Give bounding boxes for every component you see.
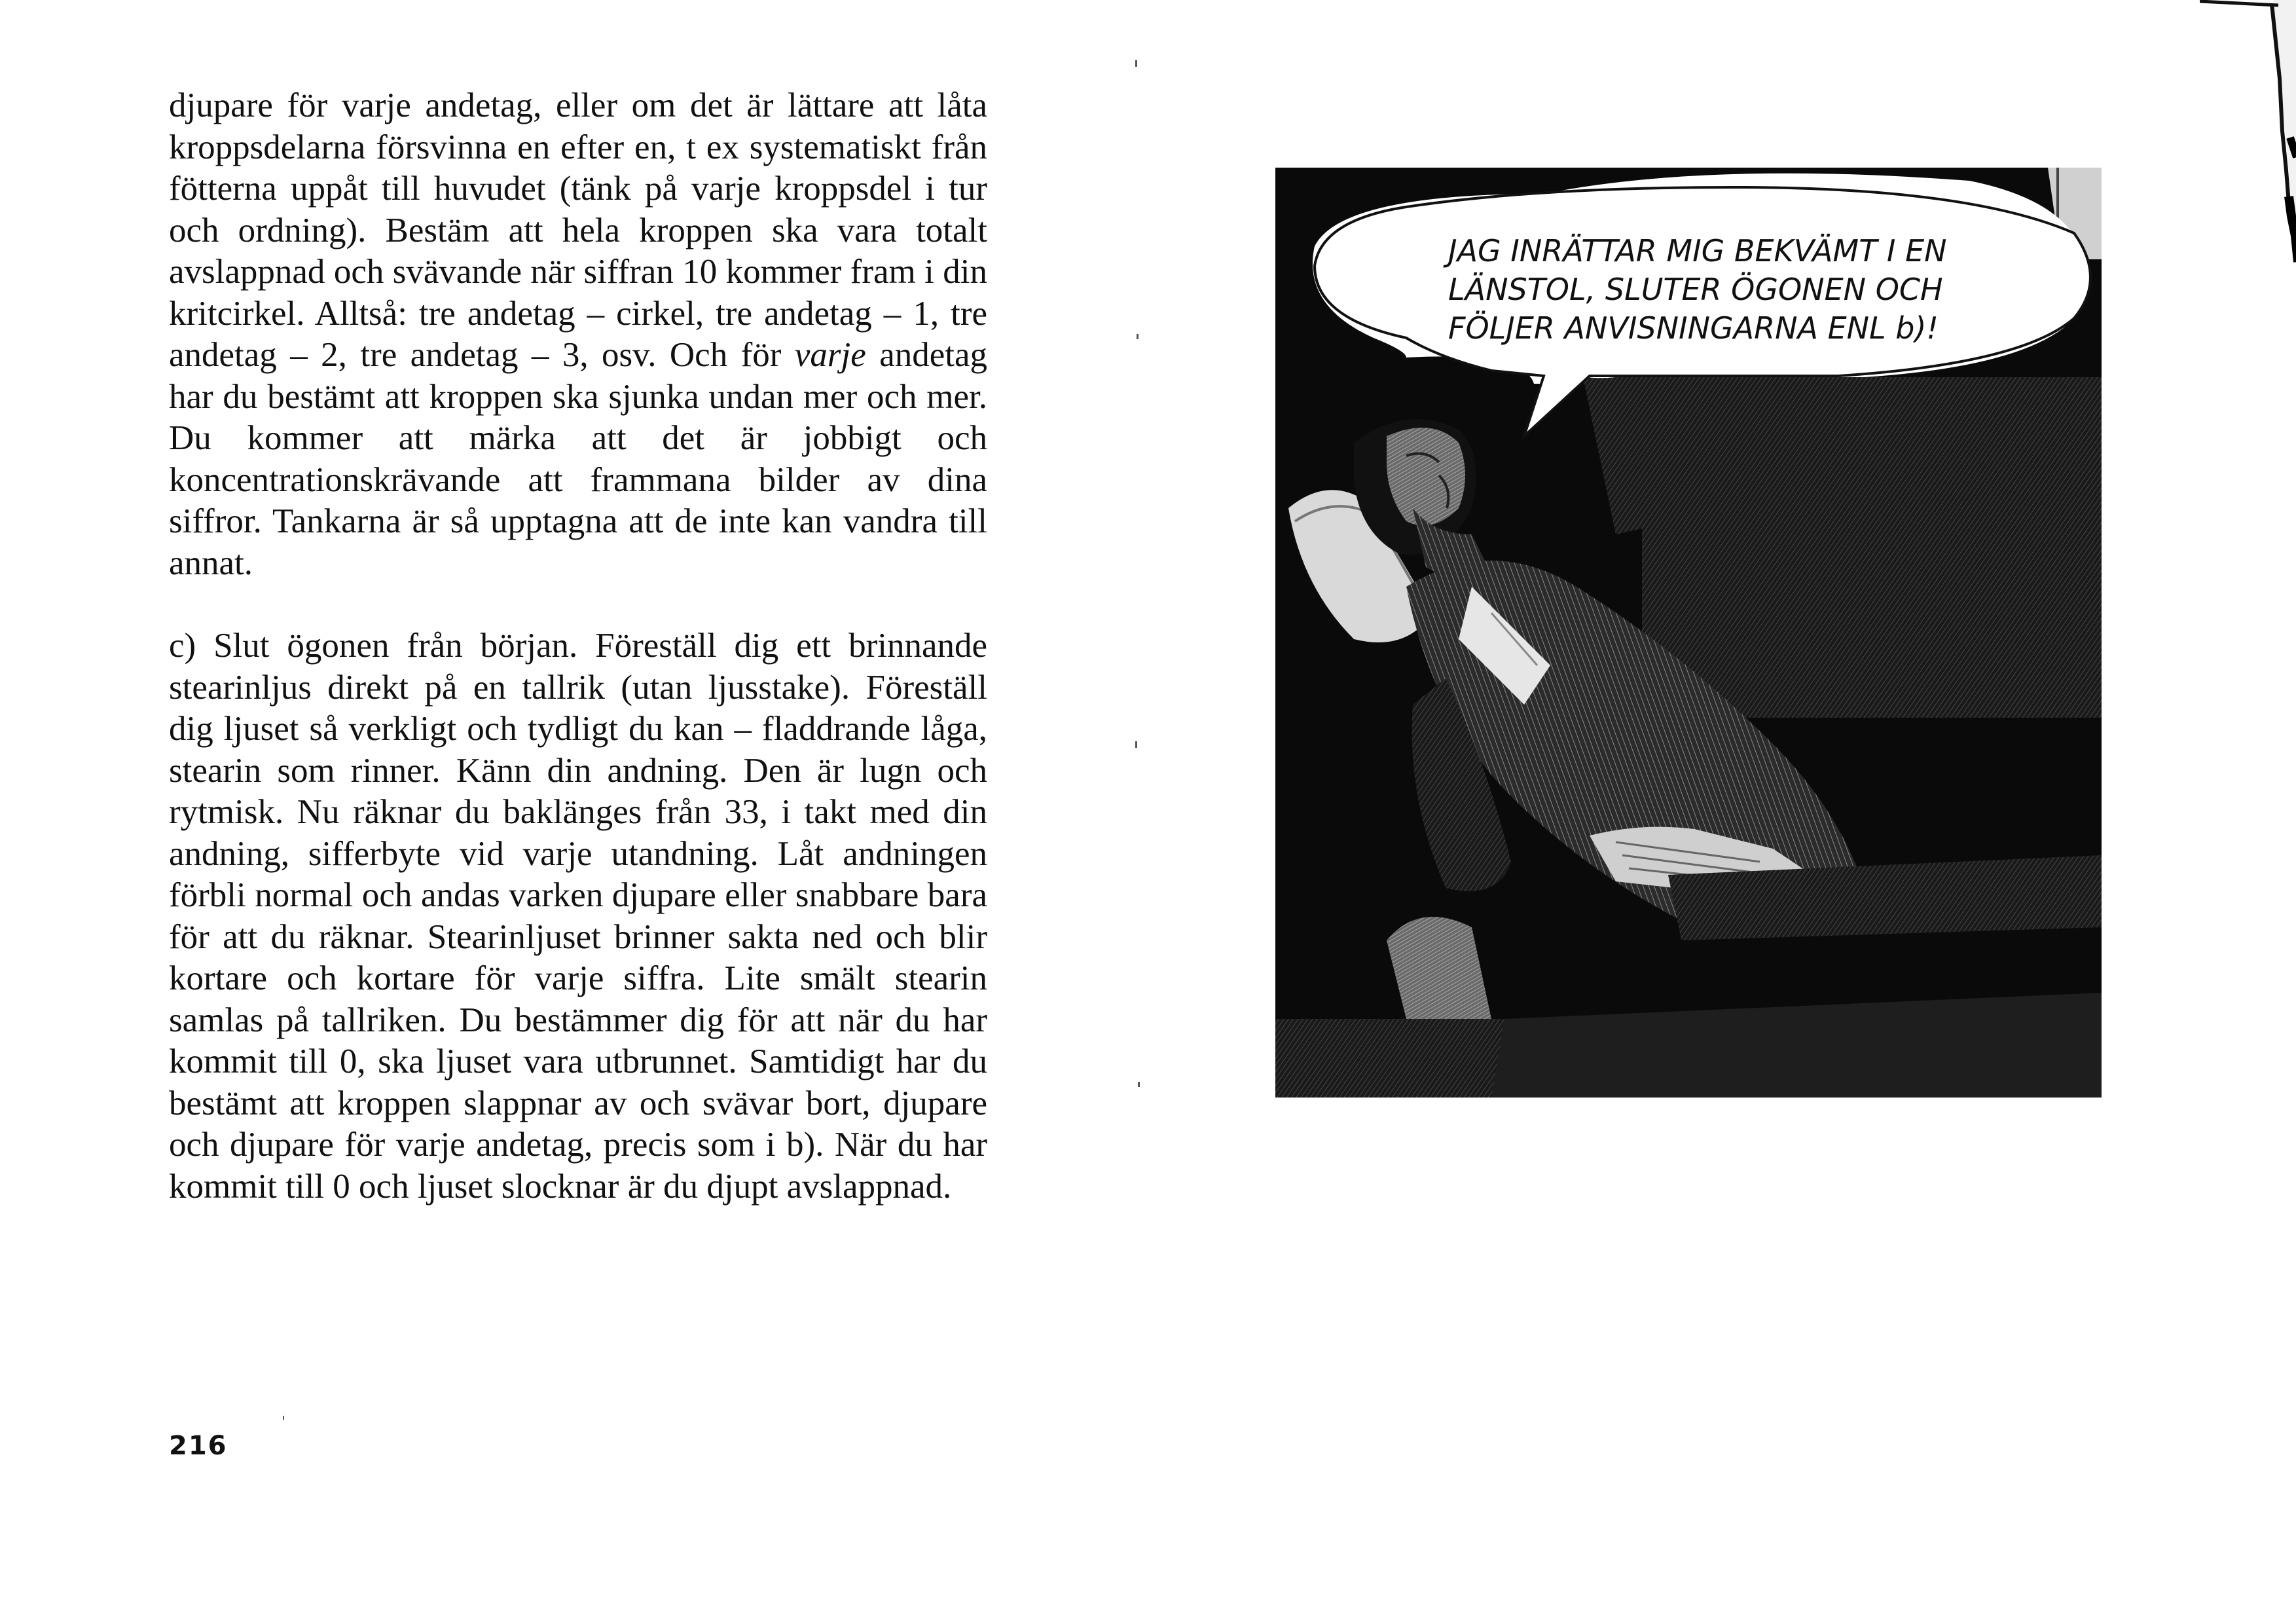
paragraph-b-continued xyxy=(169,85,987,584)
speech-line: JAG INRÄTTAR MIG BEKVÄMT I EN xyxy=(1448,233,1947,268)
scan-speck xyxy=(1135,60,1137,67)
scan-speck xyxy=(283,1416,284,1420)
scan-speck xyxy=(1138,1082,1140,1087)
page-number: 216 xyxy=(169,1431,228,1461)
scan-speck xyxy=(1135,741,1137,748)
speech-line: FÖLJER ANVISNINGARNA ENL b)! xyxy=(1448,310,1939,346)
paragraph-text: djupare för varje andetag, eller om det är lättare att låta kroppsdelarna försvinna en efter en, t ex systematiskt från fötterna uppåt till huvudet (tänk på varje kroppsdel i tur och ordning). Bestäm att hela kroppen ska vara totalt avslappnad och svävande när siffran 10 kommer fram i din kritcirkel. Alltså: tre andetag – cirkel, tre andetag – 1, tre andetag – 2, tre andetag – 3, osv. Och för xyxy=(169,86,987,374)
speech-line: LÄNSTOL, SLUTER ÖGONEN OCH xyxy=(1448,272,1943,307)
paragraph-text: andetag har du bestämt att kroppen ska sjunka undan mer och mer. Du kommer att märka att det är jobbigt och koncentrationskrävande att frammana bilder av dina siffror. Tankarna är så upptagna att de inte kan vandra till annat. xyxy=(169,336,987,582)
paragraph-c: c) Slut ögonen från början. Föreställ dig ett brinnande stearinljus direkt på en tallrik (utan ljusstake). Föreställ dig ljuset så verkligt och tydligt du kan – fladdrande låga, stearin som rinner. Känn din andning. Den är lugn och rytmisk. Nu räknar du baklänges från 33, i takt med din andning, sifferbyte vid varje utandning. Låt andningen förbli normal och andas varken djupare eller snabbare bara för att du räknar. Stearinljuset brinner sakta ned och blir kortare och kortare för varje siffra. Lite smält stearin samlas på tallriken. Du bestämmer dig för att när du har kommit till 0, ska ljuset vara utbrunnet. Samtidigt har du bestämt att kroppen slappnar av och svävar bort, djupare och djupare för varje andetag, precis som i b). När du har kommit till 0 och ljuset slocknar är du djupt avslappnad. xyxy=(169,627,987,1206)
scan-speck xyxy=(1137,334,1139,339)
body-text xyxy=(169,85,987,1208)
emphasized-word: varje xyxy=(794,336,866,374)
left-page xyxy=(0,0,1139,1624)
book-edge-shadow xyxy=(2200,0,2296,1624)
speech-bubble-text xyxy=(1448,232,2090,348)
